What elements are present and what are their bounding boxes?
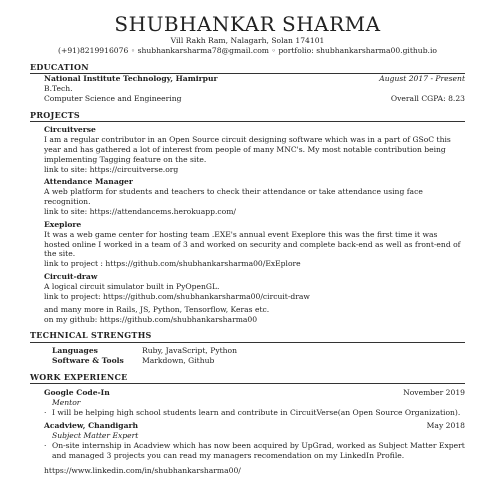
project-description: A logical circuit simulator built in PyOpenGL. <box>44 281 220 291</box>
project-item <box>44 125 465 174</box>
candidate-name: SHUBHANKAR SHARMA <box>114 12 381 36</box>
institute-name: National Institute Technology, Hamirpur <box>44 74 218 84</box>
cgpa: Overall CGPA: 8.23 <box>390 93 465 103</box>
bullet-icon: · <box>44 407 47 417</box>
work-section <box>30 388 465 476</box>
project-item <box>44 272 465 302</box>
project-name: Circuit-draw <box>44 272 98 282</box>
job-date: November 2019 <box>403 387 465 397</box>
project-link[interactable]: link to project : https://github.com/shubhankarsharma00/ExEplore <box>44 259 301 269</box>
project-name: Circuitverse <box>44 125 96 135</box>
education-section <box>30 74 465 104</box>
project-item <box>44 177 465 216</box>
projects-section <box>30 125 465 324</box>
work-heading: WORK EXPERIENCE <box>30 372 465 384</box>
job-date: May 2018 <box>426 421 465 431</box>
job-item <box>30 421 465 460</box>
software-value: Markdown, Github <box>142 355 215 365</box>
job-item <box>30 388 465 418</box>
project-link[interactable]: link to site: https://circuitverse.org <box>44 164 179 174</box>
project-description: I am a regular contributor in an Open Source circuit designing software which was in a part of GSoC this year and has gathered a lot of interest from people of many MNC's. My most notable contribution being implementing Tagging feature on the site. <box>44 134 451 164</box>
contact-line: (+91)8219916076 ◦ shubhankarsharma78@gmail.com ◦ portfolio: shubhankarsharma00.github.io <box>58 45 437 55</box>
languages-value: Ruby, JavaScript, Python <box>142 345 238 355</box>
degree: B.Tech. <box>44 83 73 93</box>
project-link[interactable]: link to project: https://github.com/shubhankarsharma00/circuit-draw <box>44 291 310 301</box>
bullet-icon: · <box>44 441 47 451</box>
company-name: Google Code-In <box>44 387 110 397</box>
project-name: Exeplore <box>44 219 82 229</box>
branch: Computer Science and Engineering <box>44 93 182 103</box>
tech-section <box>30 346 465 366</box>
project-link[interactable]: link to site: https://attendancems.herokuapp.com/ <box>44 206 236 216</box>
more-projects-line: and many more in Rails, JS, Python, Tensorflow, Keras etc. <box>44 304 270 314</box>
languages-label: Languages <box>52 345 98 355</box>
job-bullet <box>30 441 465 461</box>
project-name: Attendance Manager <box>44 177 133 187</box>
project-description: A web platform for students and teachers to check their attendance or take attendance using face recognition. <box>44 187 423 207</box>
job-role: Mentor <box>52 397 81 407</box>
address: Vill Rakh Ram, Nalagarh, Solan 174101 <box>170 36 325 45</box>
job-role: Subject Matter Expert <box>52 431 139 441</box>
job-description: I will be helping high school students learn and contribute in CircuitVerse(an Open Source Organization). <box>52 407 461 417</box>
projects-heading: PROJECTS <box>30 110 465 122</box>
company-name: Acadview, Chandigarh <box>44 421 139 431</box>
project-description: It was a web game center for hosting team .EXE's annual event Exeplore this was the first time it was hosted online I worked in a team of 3 and worked on security and complete back-end as well as front-end of the site. <box>44 229 461 259</box>
linkedin-link[interactable]: https://www.linkedin.com/in/shubhankarsharma00/ <box>44 465 241 475</box>
job-description: On-site internship in Acadview which has now been acquired by UpGrad, worked as Subject Matter Expert and managed 3 projects you can read my managers recomendation on my LinkedIn Profile. <box>52 441 465 461</box>
education-heading: EDUCATION <box>30 62 465 74</box>
software-label: Software & Tools <box>52 355 124 365</box>
education-dates: August 2017 - Present <box>379 74 465 84</box>
tech-heading: TECHNICAL STRENGTHS <box>30 330 465 342</box>
github-link[interactable]: on my github: https://github.com/shubhankarsharma00 <box>44 314 258 324</box>
job-bullet <box>30 408 465 418</box>
project-item <box>44 220 465 269</box>
